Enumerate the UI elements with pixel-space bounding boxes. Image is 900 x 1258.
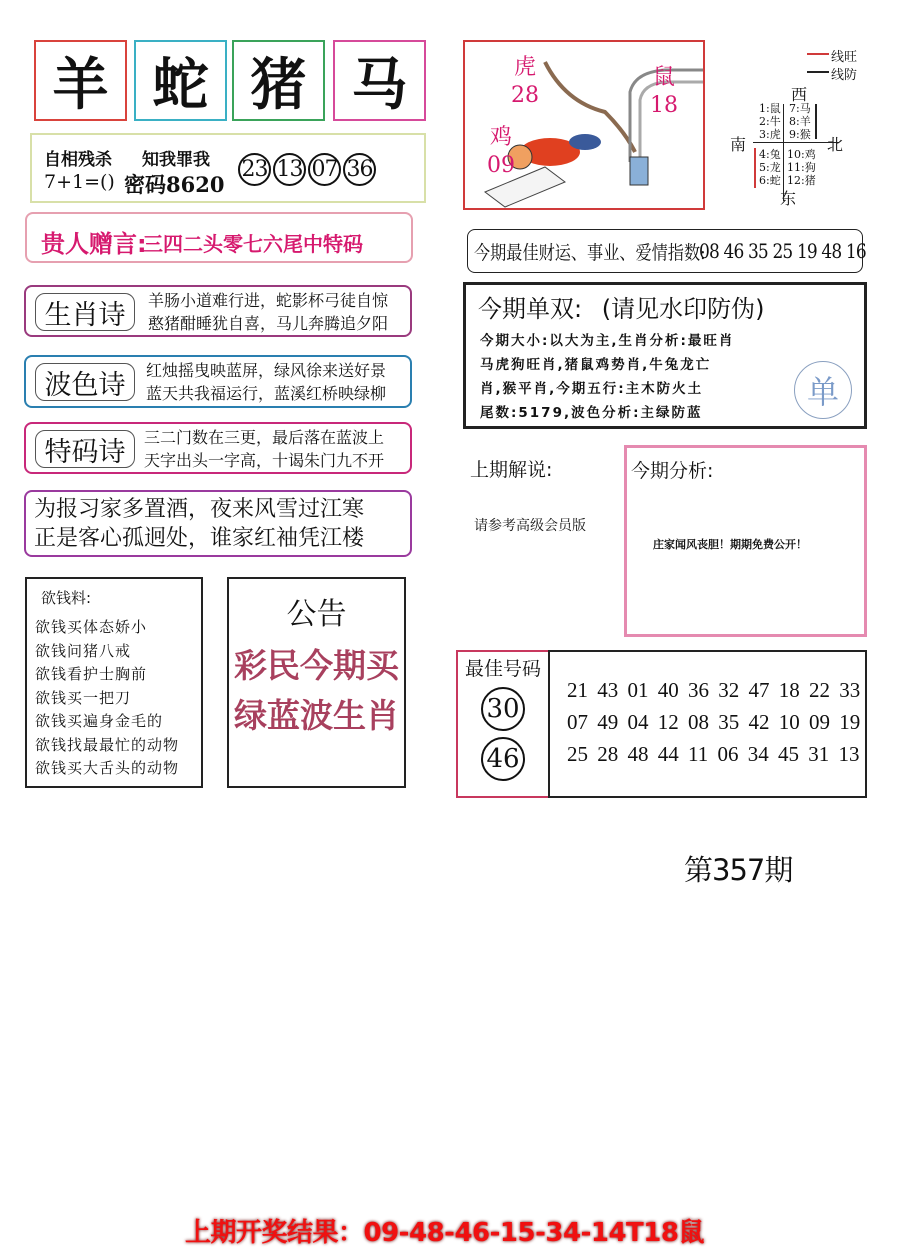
verse-line: 正是客心孤迥处，谁家红袖凭江楼	[34, 526, 365, 551]
guard-line	[815, 104, 817, 139]
watermark-stamp: 单	[794, 361, 852, 419]
number-row: 07 49 04 12 08 35 42 10 09 19	[567, 710, 861, 734]
poem-text	[146, 359, 386, 405]
analysis-line: 马虎狗旺肖,猪鼠鸡势肖,牛兔龙亡	[480, 357, 712, 373]
password: 密码8620	[124, 172, 225, 197]
compass-top-right	[789, 102, 811, 141]
direction-south: 南	[730, 135, 747, 154]
zodiac-name: 虎	[513, 55, 536, 80]
money-item: 欲钱买一把刀	[35, 688, 132, 707]
legend-red-line	[807, 53, 829, 55]
number-row: 25 28 48 44 11 06 34 45 31 13	[567, 742, 860, 766]
poem-label: 生肖诗	[35, 293, 135, 331]
poem-label: 特码诗	[35, 430, 135, 468]
poem-text	[144, 426, 384, 472]
money-item: 欲钱问猪八戒	[35, 641, 132, 660]
zodiac-slot: 11:狗	[787, 161, 816, 174]
compass-bottom-right	[787, 148, 816, 187]
best-numbers-title: 最佳号码	[464, 658, 541, 680]
money-item: 欲钱找最最忙的动物	[35, 735, 180, 754]
zodiac-poem-box	[24, 285, 412, 337]
lucky-line	[754, 148, 756, 188]
poem-line: 天字出头一字高，十谒朱门九不开	[144, 451, 385, 470]
notice-box	[227, 577, 406, 788]
money-riddles-box	[25, 577, 203, 788]
noble-words-label: 贵人赠言:	[41, 230, 147, 258]
last-explain-text: 请参考高级会员版	[474, 518, 586, 534]
title-zodiac-1: 羊	[34, 40, 127, 121]
money-item: 欲钱买体态娇小	[35, 618, 148, 636]
zodiac-slot: 1:鼠	[759, 102, 781, 115]
zodiac-number: 18	[650, 93, 678, 118]
legend-black-line	[807, 71, 829, 73]
poem-line: 憨猪酣睡犹自喜，马儿奔腾追夕阳	[148, 314, 389, 333]
number-ball: 13	[273, 153, 306, 186]
title-zodiac-4: 马	[333, 40, 426, 121]
verse-line: 为报习家多置酒，夜来风雪过江寒	[34, 497, 365, 522]
best-numbers-grid	[548, 650, 867, 798]
riddle-line1-a: 自相残杀	[44, 150, 112, 170]
compass-diagram	[725, 44, 875, 209]
fortune-label: 今期最佳财运、事业、爱情指数:	[474, 241, 706, 264]
best-picks-box	[456, 650, 550, 798]
zodiac-number: 09	[487, 153, 515, 178]
best-pick-ball: 46	[481, 737, 525, 781]
zodiac-slot: 8:羊	[789, 115, 811, 128]
zodiac-number: 28	[511, 83, 539, 108]
compass-vertical-line	[783, 104, 784, 201]
poem-line: 三二门数在三更，最后落在蓝波上	[144, 428, 385, 447]
odd-even-note: (请见水印防伪)	[601, 295, 765, 323]
noble-words-box	[25, 212, 413, 263]
fortune-numbers: 08 46 35 25 19 48 16	[699, 239, 866, 263]
legend-lucky: 线旺	[831, 50, 858, 65]
verse-box	[24, 490, 412, 557]
zodiac-slot: 6:蛇	[759, 174, 781, 187]
poem-line: 红烛摇曳映蓝屏，绿风徐来送好景	[146, 361, 387, 380]
odd-even-analysis	[480, 329, 734, 425]
odd-even-box	[463, 282, 867, 429]
compass-top-left	[759, 102, 781, 141]
number-rows	[567, 674, 865, 770]
noble-words-text: 三四二头零七六尾中特码	[143, 232, 363, 256]
number-ball: 23	[238, 153, 271, 186]
analysis-line: 肖,猴平肖,今期五行:主木防火土	[480, 381, 704, 397]
best-pick-ball: 30	[481, 687, 525, 731]
notice-title: 公告	[286, 597, 347, 632]
poem-line: 蓝天共我福运行，蓝溪红桥映绿柳	[146, 384, 387, 403]
zodiac-slot: 3:虎	[759, 128, 781, 141]
cartoon-picture	[463, 40, 705, 210]
zodiac-slot: 9:猴	[789, 128, 811, 141]
number-row: 21 43 01 40 36 32 47 18 22 33	[567, 678, 861, 702]
money-item: 欲钱买大舌头的动物	[35, 759, 180, 777]
poem-line: 羊肠小道难行进，蛇影杯弓徒自惊	[148, 291, 389, 310]
title-zodiac-3: 猪	[232, 40, 325, 121]
zodiac-name: 鼠	[652, 65, 675, 90]
money-item: 欲钱看护士胸前	[35, 665, 148, 683]
money-item: 欲钱买遍身金毛的	[35, 712, 164, 730]
zodiac-name: 鸡	[489, 125, 512, 150]
direction-west: 西	[791, 85, 808, 104]
zodiac-slot: 12:猪	[787, 174, 816, 187]
notice-text	[229, 641, 404, 741]
last-result: 上期开奖结果：09-48-46-15-34-14T18鼠	[185, 1218, 704, 1248]
riddle-numbers	[238, 153, 378, 186]
number-ball: 36	[343, 153, 376, 186]
odd-even-title: 今期单双:	[478, 295, 583, 323]
title-zodiac-2: 蛇	[134, 40, 227, 121]
fortune-index-box	[467, 229, 866, 273]
notice-line: 绿蓝波生肖	[234, 696, 399, 735]
analysis-title: 今期分析:	[631, 460, 714, 482]
poem-label: 波色诗	[35, 363, 135, 401]
money-list	[35, 616, 201, 781]
riddle-box	[30, 133, 426, 203]
number-ball: 07	[308, 153, 341, 186]
direction-north: 北	[827, 135, 844, 154]
picture-label-rooster	[487, 124, 515, 180]
analysis-box	[624, 445, 867, 637]
special-poem-box	[24, 422, 412, 474]
color-poem-box	[24, 355, 412, 408]
compass-horizontal-line	[753, 142, 839, 143]
money-title: 欲钱料:	[41, 589, 92, 607]
legend-guard: 线防	[831, 68, 858, 83]
zodiac-slot: 10:鸡	[787, 148, 816, 161]
last-explain-title: 上期解说:	[470, 459, 553, 481]
compass-bottom-left	[759, 148, 781, 187]
analysis-line: 尾数:5179,波色分析:主绿防蓝	[480, 405, 703, 421]
picture-label-tiger	[511, 54, 539, 110]
zodiac-slot: 5:龙	[759, 161, 781, 174]
odd-even-heading	[478, 289, 764, 324]
zodiac-slot: 2:牛	[759, 115, 781, 128]
analysis-line: 今期大小:以大为主,生肖分析:最旺肖	[480, 333, 735, 349]
analysis-text: 庄家闻风丧胆！期期免费公开！	[653, 538, 807, 551]
picture-label-rat	[650, 64, 678, 120]
notice-line: 彩民今期买	[234, 646, 399, 685]
poem-text	[148, 289, 388, 335]
zodiac-slot: 4:兔	[759, 148, 781, 161]
riddle-line1-b: 知我罪我	[142, 150, 210, 170]
issue-number: 第357期	[684, 853, 793, 887]
direction-east: 东	[780, 189, 797, 208]
riddle-line2-a: 7+1=()	[44, 171, 115, 193]
zodiac-slot: 7:马	[789, 102, 811, 115]
